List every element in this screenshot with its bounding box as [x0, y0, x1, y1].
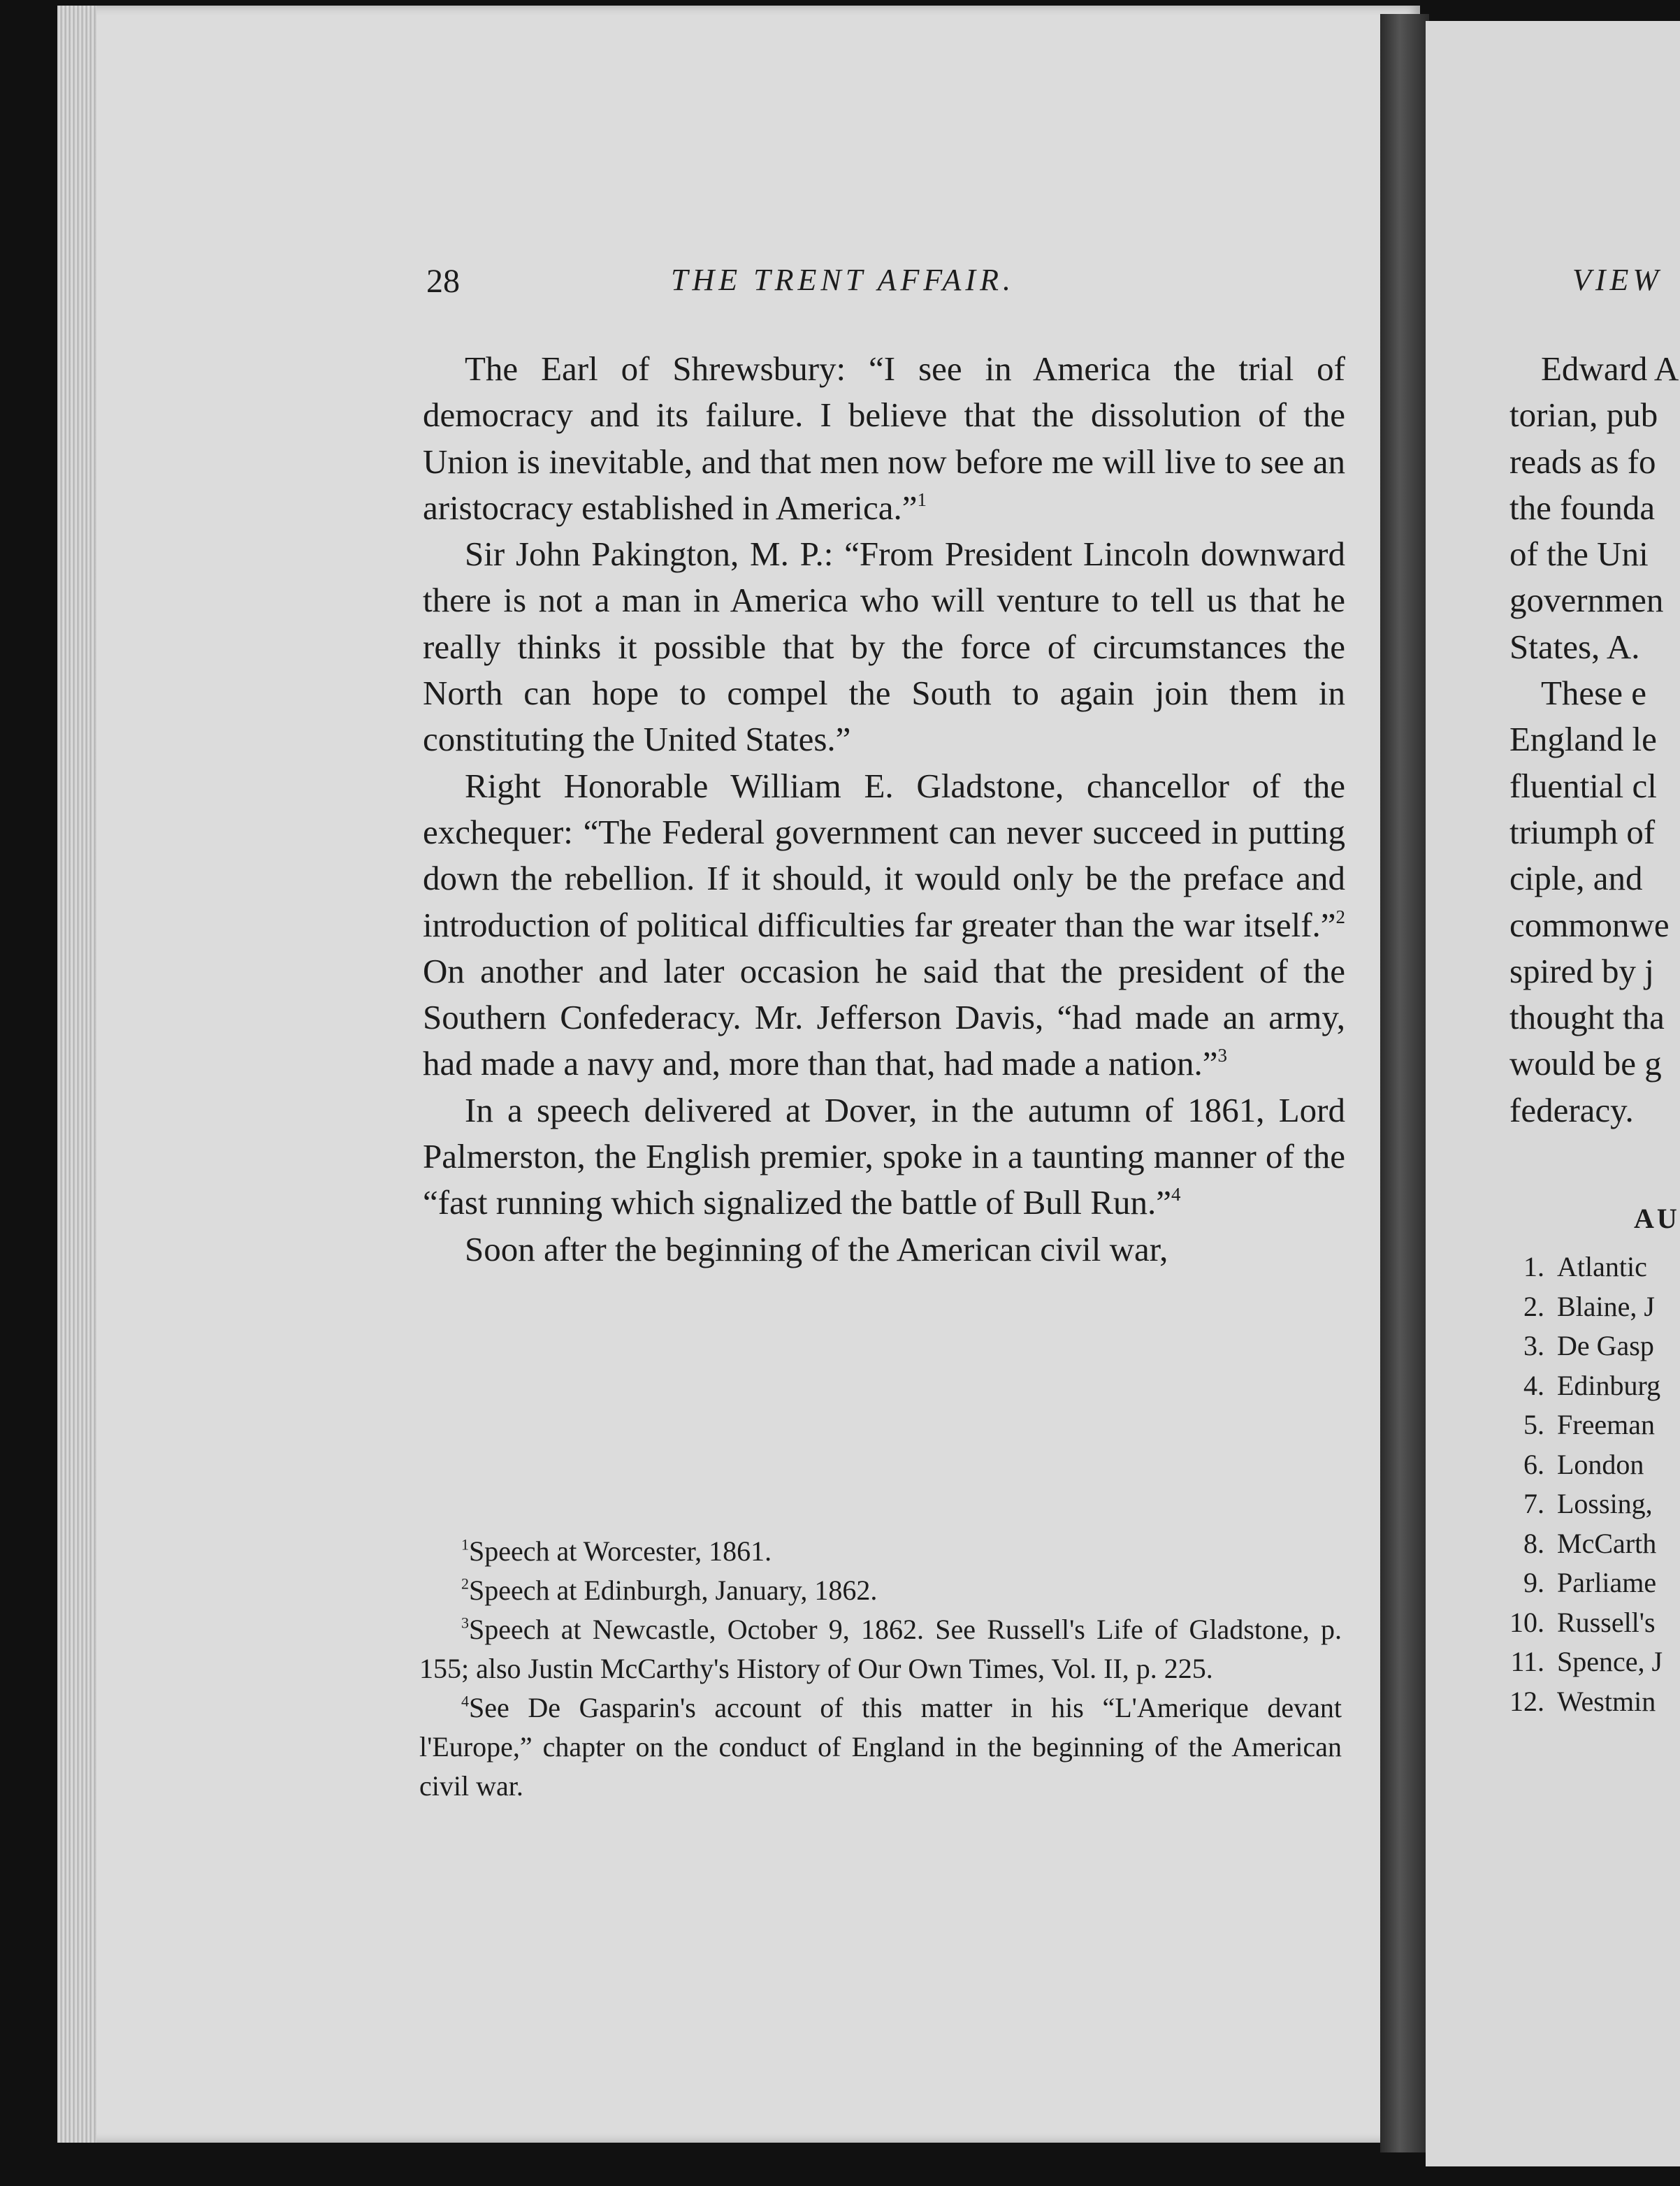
text-line: would be g	[1509, 1044, 1662, 1083]
reference-item: 3. De Gasp	[1523, 1330, 1654, 1361]
text-line: thought tha	[1509, 998, 1665, 1037]
page-number: 28	[426, 263, 460, 300]
paragraph: Soon after the beginning of the American civil war,	[465, 1229, 1168, 1268]
right-running-title: VIEW	[1572, 263, 1663, 297]
book-gutter	[1380, 14, 1429, 2152]
paragraph: Right Honorable William E. Gladstone, chancellor of the exchequer: “The Federal government can never succeed in putting down the rebellion. If it should, it would only be the preface and introduction of political difficulties far greater than the war itself.”$^2$ On another and later occasion he said that the president of the Southern Confederacy. Mr. Jefferson Davis, “had made an army, had made a navy and, more than that, had made a nation.”$^3$	[423, 766, 1345, 1083]
footnote: $^1$Speech at Worcester, 1861.	[461, 1535, 772, 1567]
reference-item: 10. Russell's	[1509, 1606, 1656, 1638]
text-line: torian, pub	[1509, 396, 1658, 435]
reference-item: 2. Blaine, J	[1523, 1290, 1655, 1322]
text-line: federacy.	[1509, 1090, 1634, 1129]
text-line: States, A.	[1509, 627, 1640, 666]
text-line: governmen	[1509, 581, 1664, 620]
text-line: spired by j	[1509, 951, 1654, 990]
footnote: $^4$See De Gasparin's account of this matter in his “L'Amerique devant l'Europe,” chapter on the conduct of England in the beginning of the American civil war.	[419, 1692, 1342, 1802]
footnote-mark: 2	[1335, 906, 1345, 927]
page-stack-edge	[57, 6, 96, 2143]
reference-item: 12. Westmin	[1509, 1685, 1656, 1717]
text-line: Edward A	[1541, 349, 1679, 388]
references-heading: AU	[1634, 1203, 1680, 1234]
text-line: commonwe	[1509, 905, 1670, 944]
reference-item: 7. Lossing,	[1523, 1488, 1653, 1519]
paragraph: In a speech delivered at Dover, in the autumn of 1861, Lord Palmerston, the English premier, spoke in a taunting manner of the “fast running which signalized the battle of Bull Run.”$^4$	[423, 1090, 1345, 1222]
text-line: ciple, and	[1509, 859, 1643, 898]
body-text	[423, 346, 1345, 1273]
footnote-mark: 1	[917, 489, 927, 511]
reference-item: 1. Atlantic	[1523, 1251, 1647, 1282]
text-line: fluential cl	[1509, 766, 1657, 805]
reference-item: 9. Parliame	[1523, 1567, 1657, 1598]
running-head	[0, 262, 1680, 304]
reference-item: 5. Freeman	[1523, 1409, 1655, 1440]
footnote: $^3$Speech at Newcastle, October 9, 1862. See Russell's Life of Gladstone, p. 155; also Justin McCarthy's History of Our Own Times, Vol. II, p. 225.	[419, 1614, 1342, 1684]
text-line: England le	[1509, 720, 1657, 759]
text-line: the founda	[1509, 488, 1656, 527]
text-line: triumph of	[1509, 812, 1656, 851]
text-line: These e	[1541, 674, 1646, 713]
right-page-text	[1509, 346, 1680, 1134]
paragraph: Sir John Pakington, M. P.: “From President Lincoln downward there is not a man in America who will venture to tell us that he really thinks it possible that by the force of circumstances the North can hope to compel the South to again join them in constituting the United States.”	[423, 535, 1345, 759]
footnote: $^2$Speech at Edinburgh, January, 1862.	[461, 1575, 878, 1606]
footnote-mark: 4	[1171, 1184, 1181, 1206]
paragraph: The Earl of Shrewsbury: “I see in America the trial of democracy and its failure. I believe that the dissolution of the Union is inevitable, and that men now before me will live to see an aristocracy established in America.”$^1$	[423, 349, 1345, 527]
text-line: of the Uni	[1509, 535, 1649, 574]
footnote-mark: 3	[1217, 1045, 1227, 1066]
reference-item: 4. Edinburg	[1523, 1369, 1661, 1401]
reference-item: 6. London	[1523, 1448, 1644, 1480]
reference-item: 11. Spence, J	[1510, 1646, 1663, 1677]
text-line: reads as fo	[1509, 442, 1656, 481]
references-list	[1502, 1247, 1680, 1721]
reference-item: 8. McCarth	[1523, 1527, 1657, 1559]
footnotes	[419, 1532, 1342, 1806]
running-title: THE TRENT AFFAIR.	[671, 263, 1015, 297]
